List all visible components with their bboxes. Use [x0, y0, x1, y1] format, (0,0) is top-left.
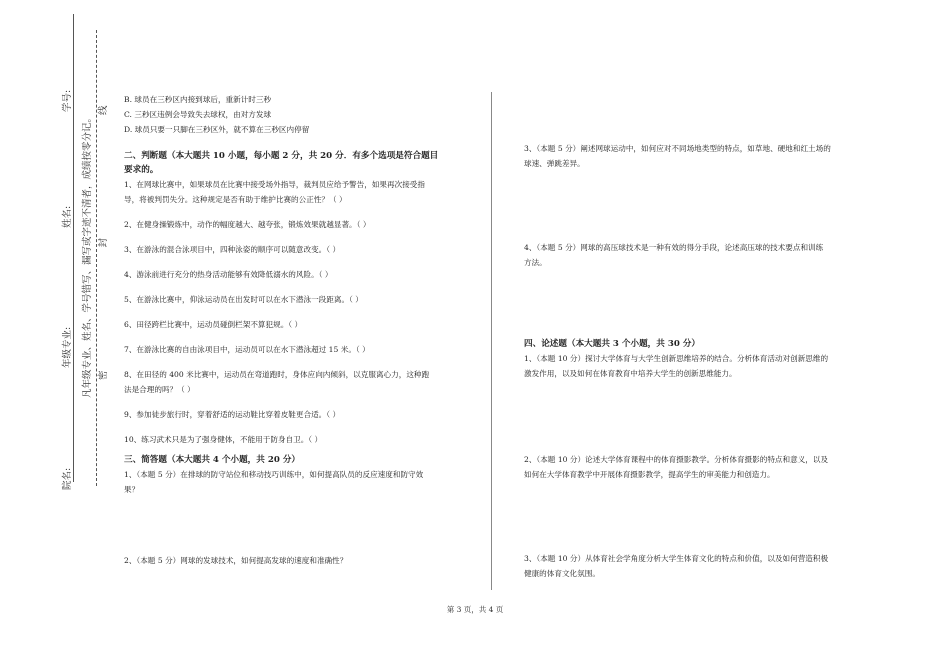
judge-q8-cont: 法是合理的吗？（ ）: [124, 385, 195, 394]
essay-q2-cont: 如何在大学体育教学中开展体育摄影教学，提高学生的审美能力和创造力。: [524, 470, 775, 479]
short-q2-block: [124, 553, 469, 568]
short-q4-block: [524, 240, 864, 270]
judge-q10: 10、练习武术只是为了强身健体，不能用于防身自卫。（ ）: [124, 435, 323, 444]
column-divider: [491, 92, 492, 590]
judge-section-title-cont: 要求的。: [124, 165, 159, 175]
option-d: D. 球员只要一只脚在三秒区外，就不算在三秒区内停留: [124, 125, 310, 134]
essay-block: [524, 337, 864, 381]
short-q4-cont: 方法。: [524, 258, 547, 267]
judge-q1-cont: 导，将被判罚失分。这种规定是否有助于维护比赛的公正性？（ ）: [124, 195, 347, 204]
right-short-block: [524, 141, 864, 171]
essay-q2: 2、（本题 10 分）论述大学体育课程中的体育摄影教学。分析体育摄影的特点和意义，以及: [524, 455, 829, 464]
judge-q8: 8、在田径的 400 米比赛中，运动员在弯道跑时，身体应向内倾斜，以克服离心力，这种跑: [124, 370, 430, 379]
judge-q4: 4、游泳前进行充分的热身活动能够有效降低溺水的风险。（ ）: [124, 270, 333, 279]
judge-q3: 3、在游泳的混合泳项目中，四种泳姿的顺序可以随意改变。（ ）: [124, 245, 341, 254]
judge-q1: 1、在网球比赛中，如果球员在比赛中接受场外指导，裁判员应给予警告，如果再次接受指: [124, 180, 425, 189]
name-label: 姓名:: [62, 205, 73, 228]
essay-q3: 3、（本题 10 分）从体育社会学角度分析大学生体育文化的特点和价值，以及如何营造积极: [524, 554, 829, 563]
judge-q2: 2、在健身操锻炼中，动作的幅度越大、越夸张，锻炼效果就越显著。（ ）: [124, 220, 371, 229]
page-number: 第 3 页，共 4 页: [446, 605, 504, 614]
short-answer-section-title: 三、简答题（本大题共 4 个小题，共 20 分）: [124, 455, 301, 465]
short-q3: 3、（本题 5 分）阐述网球运动中，如何应对不同场地类型的特点，如草地、硬地和红土场的: [524, 144, 831, 153]
essay-q2-block: [524, 452, 864, 482]
short-q3-cont: 球速、弹跳差异。: [524, 159, 585, 168]
essay-q1: 1、（本题 10 分）探讨大学体育与大学生创新思维培养的结合。分析体育活动对创新思维的: [524, 354, 829, 363]
student-id-label: 学号:: [62, 89, 73, 112]
seal-line-label: 密 封 线: [98, 45, 109, 380]
judge-q7: 7、在游泳比赛的自由泳项目中，运动员可以在水下潜泳超过 15 米。（ ）: [124, 345, 370, 354]
binding-notice: 凡年级专业、姓名、学号错写、漏写或字迹不清者，成绩按零分记。: [82, 112, 93, 398]
essay-q1-cont: 激发作用，以及如何在体育教育中培养大学生的创新思维能力。: [524, 369, 737, 378]
judge-q5: 5、在游泳比赛中，仰泳运动员在出发时可以在水下潜泳一段距离。（ ）: [124, 295, 363, 304]
seal-dashed-line: [96, 30, 97, 486]
essay-section-title: 四、论述题（本大题共 3 个小题，共 30 分）: [524, 339, 701, 349]
judge-q6: 6、田径跨栏比赛中，运动员碰倒栏架不算犯规。（ ）: [124, 320, 303, 329]
short-q1: 1、（本题 5 分）在排球的防守站位和移动技巧训练中，如何提高队员的反应速度和防守效: [124, 470, 424, 479]
short-q2: 2、（本题 5 分）网球的发球技术，如何提高发球的速度和准确性？: [124, 556, 348, 565]
judge-section-title: 二、判断题（本大题共 10 小题，每小题 2 分，共 20 分．有多个选项是符合题目: [124, 151, 439, 161]
short-q1-cont: 果？: [124, 485, 140, 494]
option-c: C. 三秒区违例会导致失去球权，由对方发球: [124, 110, 272, 119]
school-label: 院名:: [62, 467, 73, 490]
judge-q9: 9、参加徒步旅行时，穿着舒适的运动鞋比穿着皮鞋更合适。（ ）: [124, 410, 341, 419]
option-b: B. 球员在三秒区内接到球后，重新计时三秒: [124, 95, 272, 104]
essay-q3-cont: 健康的体育文化氛围。: [524, 569, 600, 578]
short-q4: 4、（本题 5 分）网球的高压球技术是一种有效的得分手段，论述高压球的技术要点和训练: [524, 243, 824, 252]
grade-major-label: 年级专业:: [62, 326, 73, 368]
binding-margin: [0, 0, 110, 672]
essay-q3-block: [524, 551, 864, 581]
binding-solid-line: [73, 14, 74, 482]
left-column: [124, 92, 469, 497]
